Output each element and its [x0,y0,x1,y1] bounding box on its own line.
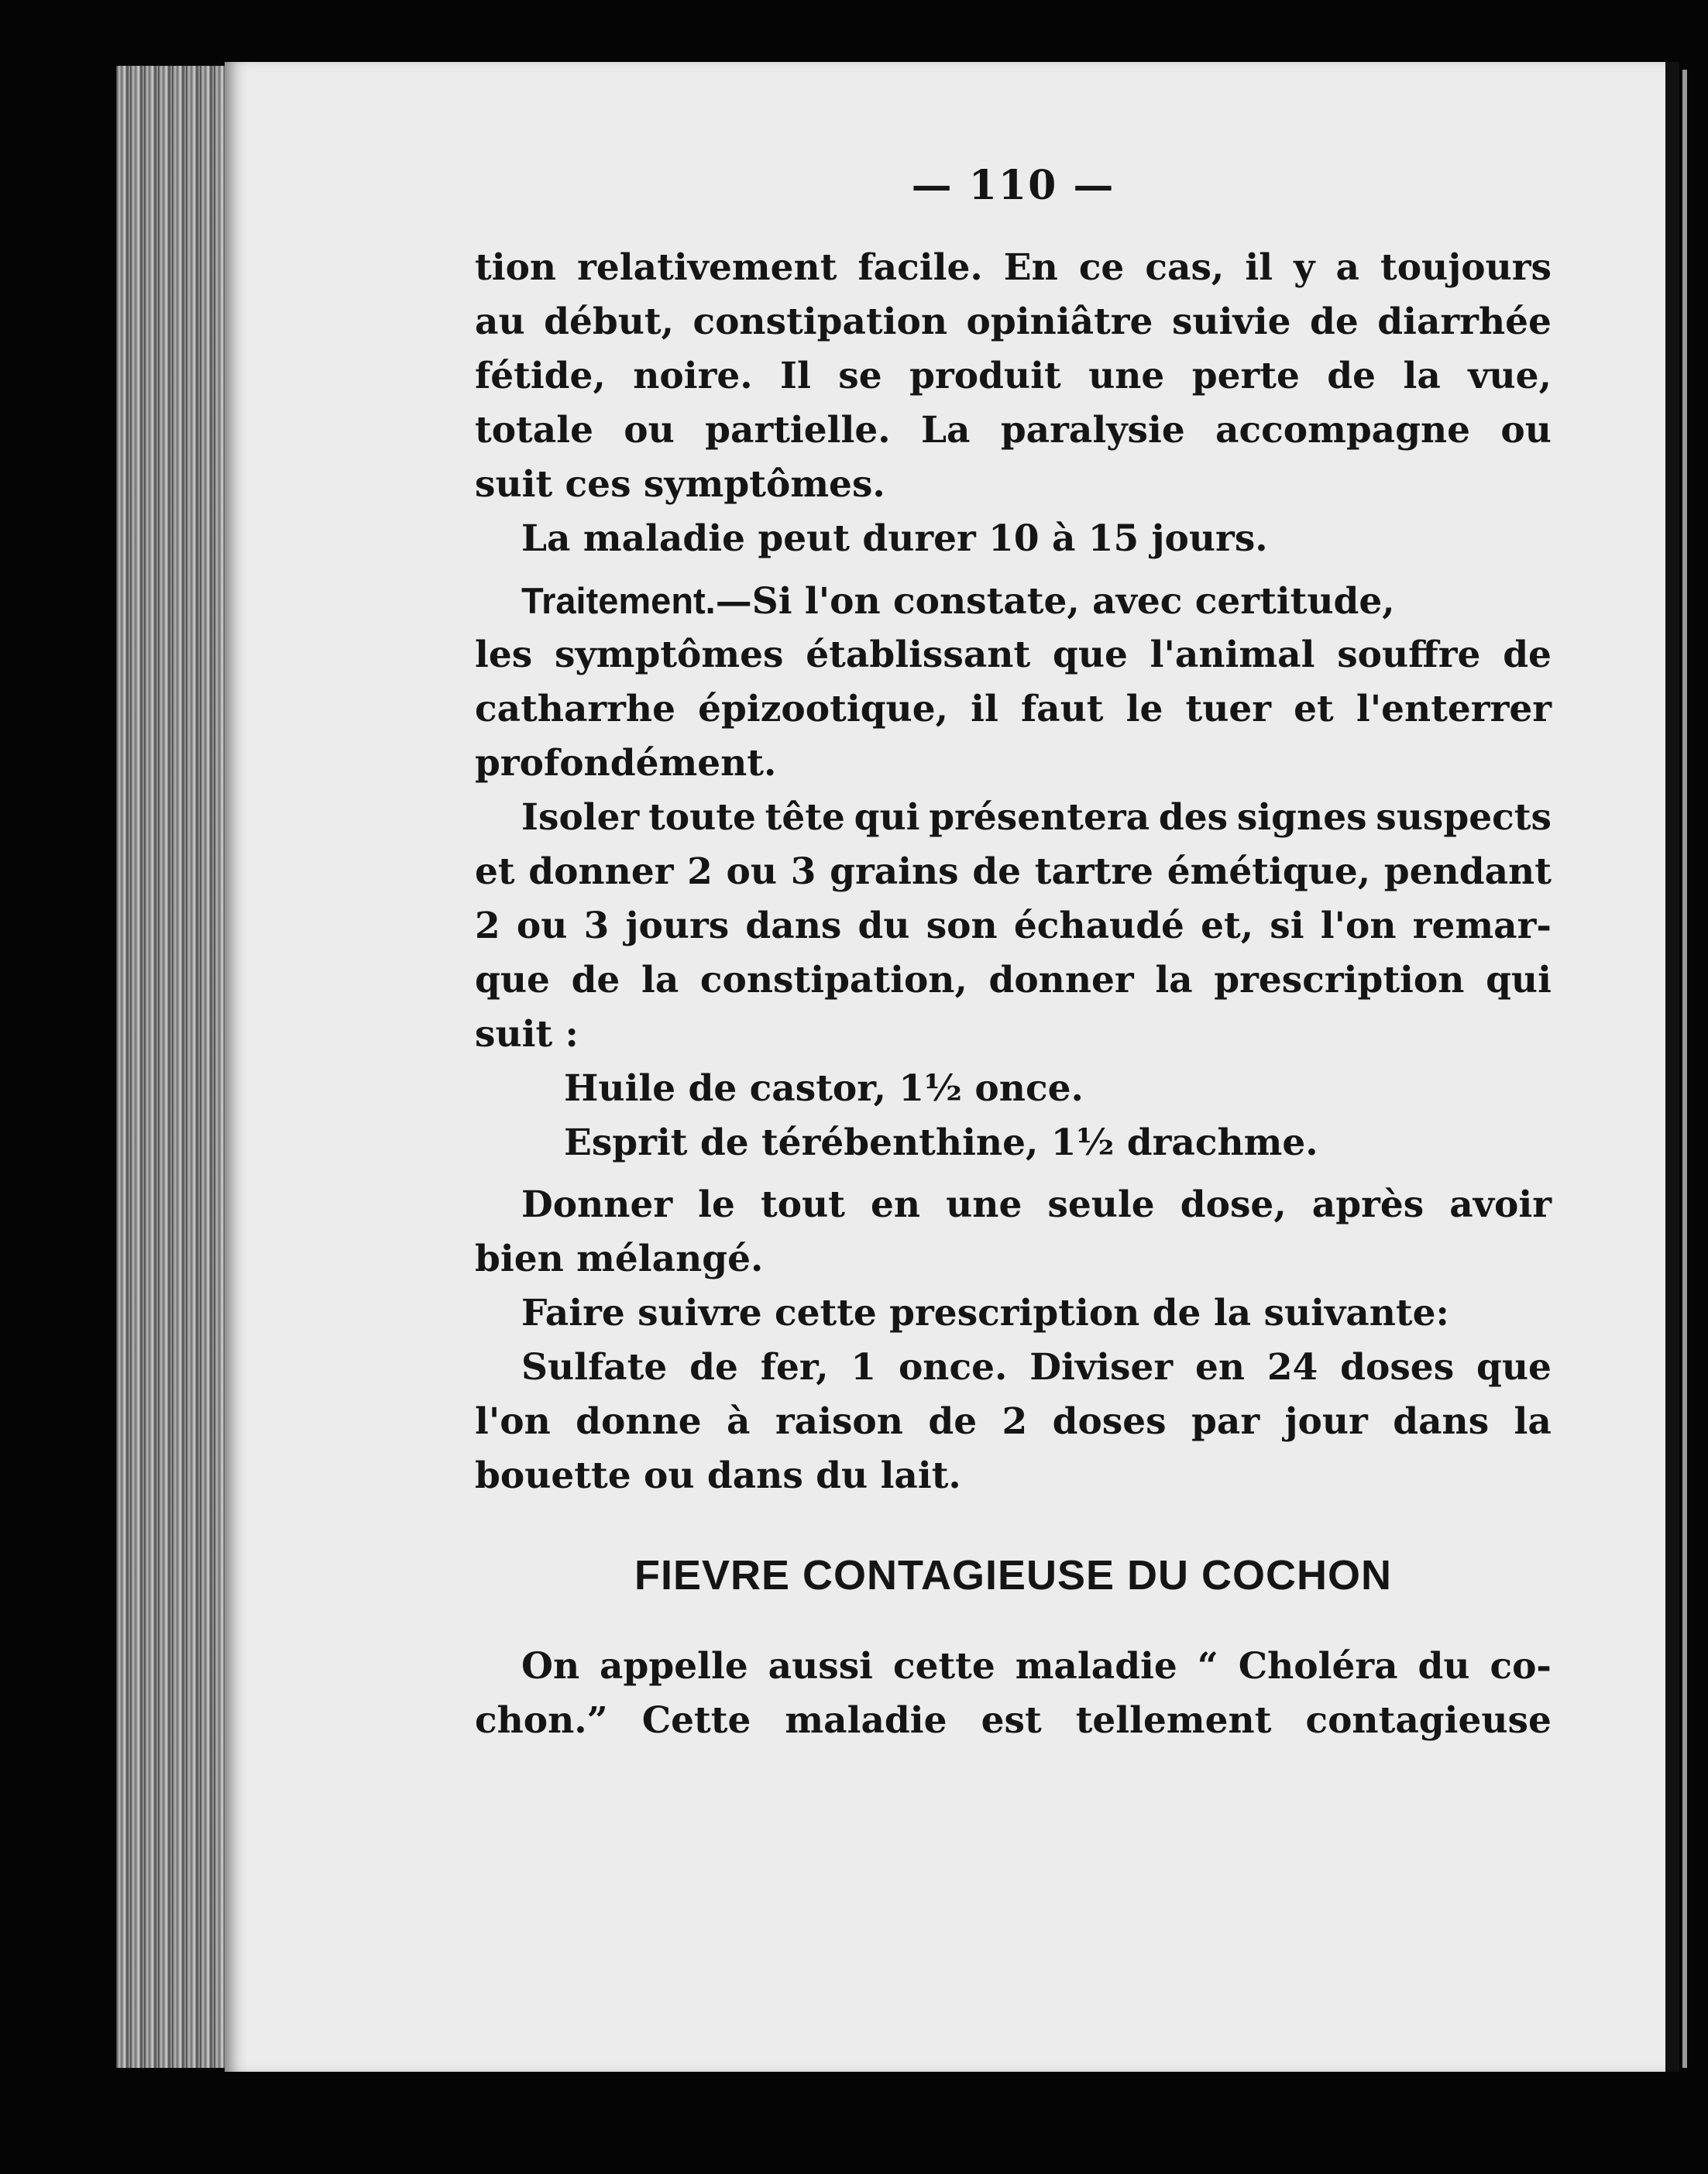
text-line: fétide, noire. Il se produit une perte de la vue, [475,355,1552,397]
text-line: bien mélangé. [475,1238,764,1280]
page-edges [116,66,232,2068]
paragraph-3 [475,574,1552,791]
prescription-list [475,1062,1552,1170]
text-line: Donner le tout en une seule dose, après avoir [521,1183,1552,1226]
prescription-item: Huile de castor, 1½ once. [564,1067,1084,1110]
page-number: — 110 — [911,162,1115,209]
text-line: suit : [475,1013,579,1056]
text-line: La maladie peut durer 10 à 15 jours. [521,517,1268,560]
text-line: et donner 2 ou 3 grains de tartre émétique, pendant [475,850,1552,893]
paragraph-1 [475,241,1552,512]
text-line: Faire suivre cette prescription de la suivante: [521,1292,1449,1334]
text-line: profondément. [475,742,777,785]
text-line: catharrhe épizootique, il faut le tuer et l'enterrer [475,688,1552,730]
text-line: bouette ou dans du lait. [475,1454,961,1497]
text-line: 2 ou 3 jours dans du son échaudé et, si l'on remar- [475,905,1552,947]
page-right-edge [1665,62,1679,2072]
page-content [475,159,1552,1748]
text-line: Isoler toute tête qui présentera des signes suspects [521,796,1552,839]
paragraph-4 [475,791,1552,1062]
text-line: tion relativement facile. En ce cas, il y a toujours [475,246,1552,289]
text-line: l'on donne à raison de 2 doses par jour dans la [475,1400,1552,1443]
text-line: suit ces symptômes. [475,463,885,506]
text-line: les symptômes établissant que l'animal souffre de [475,634,1552,676]
paragraph-6 [475,1286,1552,1341]
treatment-runin: Traitement. [521,580,716,621]
text-line [475,574,1552,628]
paragraph-5 [475,1178,1552,1286]
text-line: Sulfate de fer, 1 once. Diviser en 24 doses que [521,1346,1552,1389]
text-line: que de la constipation, donner la prescription qui [475,959,1552,1001]
paragraph-7 [475,1341,1552,1503]
text-line: On appelle aussi cette maladie “ Choléra du co- [521,1645,1552,1688]
page-right-line [1682,70,1687,2068]
treatment-text: —Si l'on constate, avec certitude, [715,580,1395,623]
text-line: au début, constipation opiniâtre suivie de diarrhée [475,301,1552,343]
section-heading: FIEVRE CONTAGIEUSE DU COCHON [634,1552,1393,1599]
text-line: totale ou partielle. La paralysie accompagne ou [475,409,1552,452]
prescription-item: Esprit de térébenthine, 1½ drachme. [564,1121,1318,1164]
paragraph-8 [475,1640,1552,1748]
text-line: chon.” Cette maladie est tellement contagieuse [475,1699,1552,1742]
paragraph-2 [475,512,1552,566]
